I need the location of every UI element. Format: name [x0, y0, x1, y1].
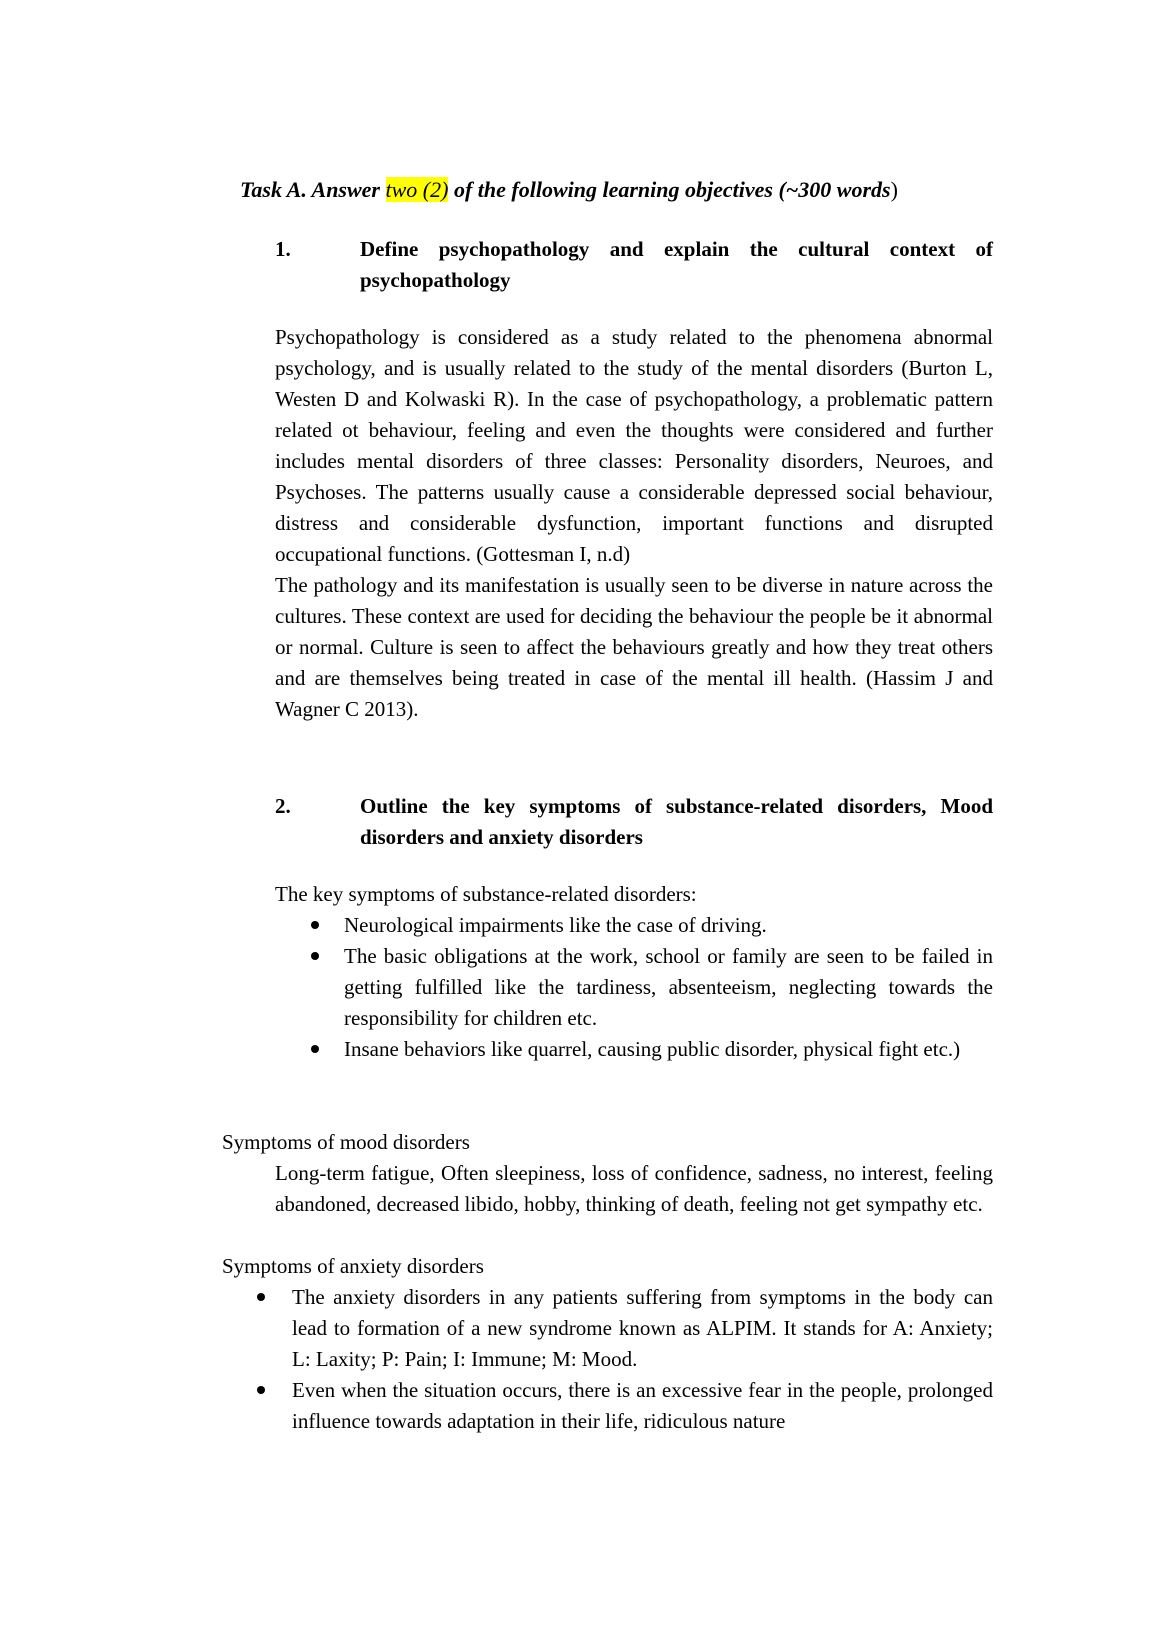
objective-1-number: 1. — [275, 237, 291, 261]
bullet-icon — [257, 1293, 265, 1301]
task-heading-suffix: ) — [890, 177, 898, 202]
bullet-icon — [311, 921, 319, 929]
objective-1-title: Define psychopathology and explain the cultural context of psychopathology — [360, 237, 993, 292]
objective-1-paragraph-2: The pathology and its manifestation is usually seen to be diverse in nature across the cultures. These context are used for deciding the behaviour the people be it abnormal or normal. Culture is seen to affect the behaviours greatly and how they treat others and are themselves being treated in case of the mental ill health. (Hassim J and Wagner C 2013). — [275, 573, 993, 721]
bullet-icon — [311, 1045, 319, 1053]
list-item: Insane behaviors like quarrel, causing public disorder, physical fight etc.) — [344, 1034, 993, 1065]
mood-heading: Symptoms of mood disorders — [222, 1130, 470, 1154]
substance-intro: The key symptoms of substance-related disorders: — [275, 882, 697, 906]
mood-symptoms-text: Long-term fatigue, Often sleepiness, loss of confidence, sadness, no interest, feeling abandoned, decreased libido, hobby, thinking of death, feeling not get sympathy etc. — [275, 1161, 993, 1216]
objective-2-number: 2. — [275, 794, 291, 818]
objective-2-title: Outline the key symptoms of substance-related disorders, Mood disorders and anxiety disorders — [360, 794, 993, 849]
list-item: The anxiety disorders in any patients suffering from symptoms in the body can lead to formation of a new syndrome known as ALPIM. It stands for A: Anxiety; L: Laxity; P: Pain; I: Immune; M: Mood. — [292, 1282, 993, 1375]
objective-1-body — [275, 322, 993, 725]
highlighted-count: two (2) — [385, 177, 449, 202]
task-heading — [240, 174, 898, 205]
list-item: The basic obligations at the work, school or family are seen to be failed in getting fulfilled like the tardiness, absenteeism, neglecting towards the responsibility for children etc. — [344, 941, 993, 1034]
bullet-icon — [311, 952, 319, 960]
list-item: Even when the situation occurs, there is an excessive fear in the people, prolonged influence towards adaptation in their life, ridiculous nature — [292, 1375, 993, 1437]
objective-1-paragraph-1: Psychopathology is considered as a study related to the phenomena abnormal psychology, and is usually related to the study of the mental disorders (Burton L, Westen D and Kolwaski R). In the case of psychopathology, a problematic pattern related ot behaviour, feeling and even the thoughts were considered and further includes mental disorders of three classes: Personality disorders, Neuroes, and Psychoses. The patterns usually cause a considerable depressed social behaviour, distress and considerable dysfunction, important functions and disrupted occupational functions. (Gottesman I, n.d) — [275, 325, 993, 566]
task-heading-prefix: Task A. Answer — [240, 177, 386, 202]
anxiety-heading: Symptoms of anxiety disorders — [222, 1254, 484, 1278]
objective-2-heading — [275, 791, 993, 853]
list-item: Neurological impairments like the case of driving. — [344, 910, 993, 941]
substance-symptom-list — [344, 910, 993, 1065]
bullet-icon — [257, 1386, 265, 1394]
objective-1-heading — [275, 234, 993, 296]
task-heading-middle: of the following learning objectives (~300 words — [448, 177, 891, 202]
anxiety-symptom-list — [292, 1282, 993, 1437]
